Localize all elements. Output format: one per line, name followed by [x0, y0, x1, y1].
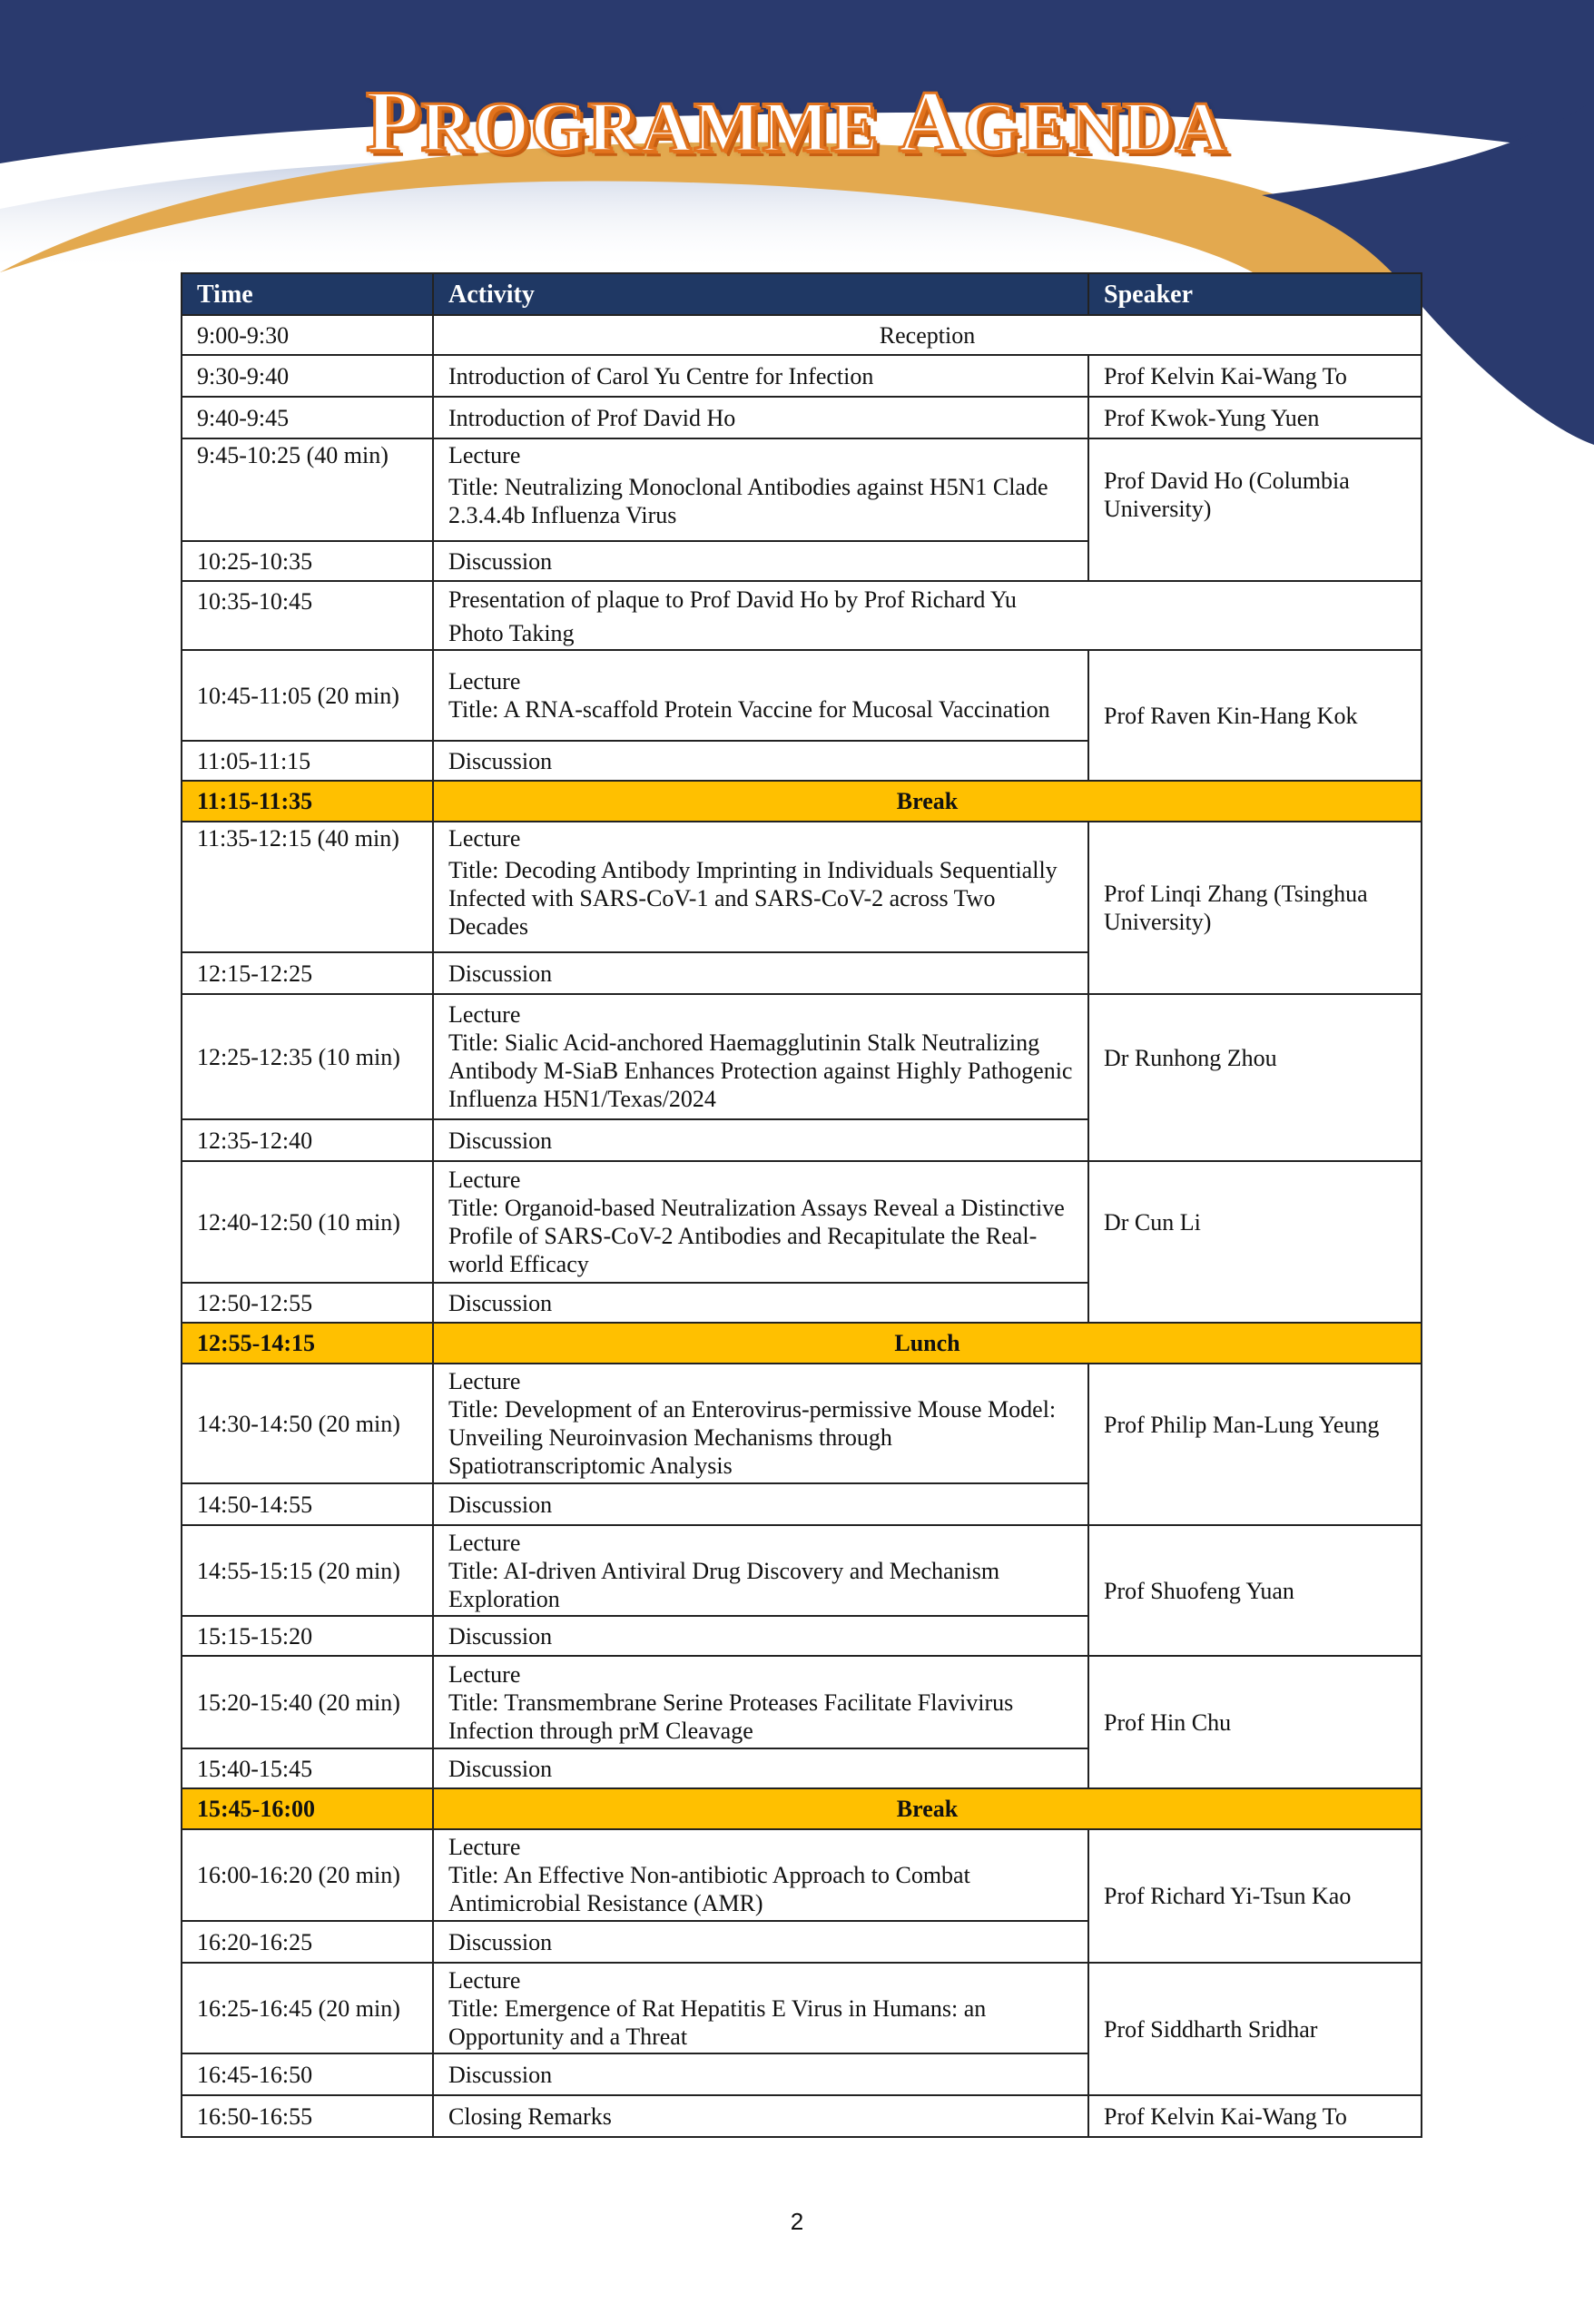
activity-cell: Discussion — [433, 741, 1088, 781]
lecture-title: Title: AI-driven Antiviral Drug Discovery and Mechanism Exploration — [448, 1557, 1000, 1612]
speaker-cell: Prof David Ho (Columbia University) — [1088, 438, 1422, 581]
activity-cell: Introduction of Prof David Ho — [433, 397, 1088, 438]
time-cell: 16:00-16:20 (20 min) — [182, 1829, 433, 1921]
speaker-cell: Prof Siddharth Sridhar — [1088, 1963, 1422, 2095]
speaker-cell: Prof Shuofeng Yuan — [1088, 1525, 1422, 1656]
time-cell: 14:50-14:55 — [182, 1483, 433, 1525]
time-cell: 16:25-16:45 (20 min) — [182, 1963, 433, 2053]
activity-type: Lecture — [448, 442, 521, 468]
activity-cell: Discussion — [433, 1483, 1088, 1525]
lecture-title: Title: Emergence of Rat Hepatitis E Virus in Humans: an Opportunity and a Threat — [448, 1994, 987, 2050]
table-row — [182, 355, 1422, 397]
speaker-cell: Prof Kwok-Yung Yuen — [1088, 397, 1422, 438]
activity-type: Lecture — [448, 1529, 521, 1556]
page-title — [0, 71, 1594, 172]
time-cell: 12:35-12:40 — [182, 1119, 433, 1161]
time-cell: 14:55-15:15 (20 min) — [182, 1525, 433, 1616]
time-cell: 12:50-12:55 — [182, 1283, 433, 1323]
lecture-title: Title: Organoid-based Neutralization Assays Reveal a Distinctive Profile of SARS-CoV-2 Antibodies and Recapitulate the Real-world Efficacy — [448, 1195, 1065, 1277]
table-row — [182, 1525, 1422, 1616]
speaker-cell: Prof Linqi Zhang (Tsinghua University) — [1088, 822, 1422, 994]
activity-cell: Break — [433, 1788, 1422, 1829]
time-cell: 10:35-10:45 — [182, 581, 433, 650]
activity-cell: Discussion — [433, 952, 1088, 994]
time-cell: 15:40-15:45 — [182, 1748, 433, 1788]
time-cell: 9:30-9:40 — [182, 355, 433, 397]
lecture-title: Title: Transmembrane Serine Proteases Facilitate Flavivirus Infection through prM Cleavage — [448, 1689, 1014, 1744]
activity-cell: Discussion — [433, 2053, 1088, 2095]
table-row — [182, 650, 1422, 741]
time-cell: 10:45-11:05 (20 min) — [182, 650, 433, 741]
activity-cell: Introduction of Carol Yu Centre for Infection — [433, 355, 1088, 397]
activity-cell — [433, 1829, 1088, 1921]
activity-text-2: Photo Taking — [448, 620, 575, 646]
table-row — [182, 397, 1422, 438]
activity-cell — [433, 1656, 1088, 1748]
activity-cell: Discussion — [433, 1283, 1088, 1323]
time-cell: 15:45-16:00 — [182, 1788, 433, 1829]
table-row — [182, 1829, 1422, 1921]
break-row — [182, 1788, 1422, 1829]
speaker-cell: Prof Kelvin Kai-Wang To — [1088, 355, 1422, 397]
time-cell: 11:15-11:35 — [182, 781, 433, 822]
activity-cell: Discussion — [433, 1921, 1088, 1963]
time-cell: 11:05-11:15 — [182, 741, 433, 781]
table-row — [182, 1161, 1422, 1283]
agenda-table — [181, 272, 1422, 2138]
activity-cell — [433, 581, 1422, 650]
table-row — [182, 1963, 1422, 2053]
table-row — [182, 1364, 1422, 1483]
activity-type: Lecture — [448, 1001, 521, 1028]
activity-type: Lecture — [448, 1834, 521, 1860]
break-row — [182, 781, 1422, 822]
time-cell: 16:20-16:25 — [182, 1921, 433, 1963]
table-row — [182, 315, 1422, 355]
activity-cell — [433, 1963, 1088, 2053]
activity-type: Lecture — [448, 668, 521, 694]
speaker-cell: Dr Cun Li — [1088, 1161, 1422, 1323]
lecture-title: Title: Decoding Antibody Imprinting in Individuals Sequentially Infected with SARS-CoV-1 and SARS-CoV-2 across Two Decades — [448, 857, 1058, 940]
table-header-row — [182, 273, 1422, 315]
speaker-cell: Prof Philip Man-Lung Yeung — [1088, 1364, 1422, 1525]
page-number: 2 — [790, 2208, 804, 2235]
lecture-title: Title: Neutralizing Monoclonal Antibodies against H5N1 Clade 2.3.4.4b Influenza Virus — [448, 474, 1048, 528]
lunch-row — [182, 1323, 1422, 1364]
table-row — [182, 438, 1422, 541]
speaker-cell: Prof Richard Yi-Tsun Kao — [1088, 1829, 1422, 1963]
activity-cell: Discussion — [433, 1748, 1088, 1788]
time-cell: 16:50-16:55 — [182, 2095, 433, 2137]
activity-cell — [433, 1364, 1088, 1483]
activity-cell — [433, 1161, 1088, 1283]
speaker-cell: Prof Raven Kin-Hang Kok — [1088, 650, 1422, 781]
activity-cell — [433, 438, 1088, 541]
speaker-cell: Prof Kelvin Kai-Wang To — [1088, 2095, 1422, 2137]
header-speaker: Speaker — [1088, 273, 1422, 315]
time-cell: 9:00-9:30 — [182, 315, 433, 355]
activity-cell: Closing Remarks — [433, 2095, 1088, 2137]
activity-cell: Discussion — [433, 1119, 1088, 1161]
activity-cell: Discussion — [433, 541, 1088, 581]
time-cell: 10:25-10:35 — [182, 541, 433, 581]
activity-cell — [433, 650, 1088, 741]
activity-text: Presentation of plaque to Prof David Ho by Prof Richard Yu — [448, 586, 1017, 613]
table-row — [182, 994, 1422, 1119]
activity-cell: Reception — [433, 315, 1422, 355]
activity-cell — [433, 1525, 1088, 1616]
activity-type: Lecture — [448, 825, 521, 852]
time-cell: 11:35-12:15 (40 min) — [182, 822, 433, 952]
header-time: Time — [182, 273, 433, 315]
activity-cell: Break — [433, 781, 1422, 822]
lecture-title: Title: Development of an Enterovirus-permissive Mouse Model: Unveiling Neuroinvasion Mechanisms through Spatiotranscriptomic Analysis — [448, 1396, 1057, 1479]
lecture-title: Title: A RNA-scaffold Protein Vaccine for Mucosal Vaccination — [448, 696, 1050, 723]
header-activity: Activity — [433, 273, 1088, 315]
title-initial-p: P — [366, 73, 421, 170]
time-cell: 15:15-15:20 — [182, 1616, 433, 1656]
table-row — [182, 1656, 1422, 1748]
title-word-rest-1: ROGRAMME — [420, 87, 881, 166]
time-cell: 16:45-16:50 — [182, 2053, 433, 2095]
time-cell: 12:55-14:15 — [182, 1323, 433, 1364]
activity-cell — [433, 822, 1088, 952]
lecture-title: Title: An Effective Non-antibiotic Approach to Combat Antimicrobial Resistance (AMR) — [448, 1862, 970, 1916]
time-cell: 12:40-12:50 (10 min) — [182, 1161, 433, 1283]
time-cell: 12:25-12:35 (10 min) — [182, 994, 433, 1119]
activity-cell — [433, 994, 1088, 1119]
table-row — [182, 2095, 1422, 2137]
lecture-title: Title: Sialic Acid-anchored Haemagglutinin Stalk Neutralizing Antibody M-SiaB Enhances Protection against Highly Pathogenic Influenza H5N1/Texas/2024 — [448, 1029, 1073, 1112]
activity-type: Lecture — [448, 1368, 521, 1394]
title-initial-a: A — [898, 73, 964, 170]
speaker-cell: Dr Runhong Zhou — [1088, 994, 1422, 1161]
table-row — [182, 822, 1422, 952]
table-row — [182, 581, 1422, 650]
speaker-cell: Prof Hin Chu — [1088, 1656, 1422, 1788]
activity-cell: Lunch — [433, 1323, 1422, 1364]
time-cell: 12:15-12:25 — [182, 952, 433, 994]
time-cell: 14:30-14:50 (20 min) — [182, 1364, 433, 1483]
activity-cell: Discussion — [433, 1616, 1088, 1656]
activity-type: Lecture — [448, 1167, 521, 1193]
time-cell: 9:45-10:25 (40 min) — [182, 438, 433, 541]
title-word-rest-2: GENDA — [963, 87, 1228, 166]
time-cell: 9:40-9:45 — [182, 397, 433, 438]
activity-type: Lecture — [448, 1966, 521, 1994]
time-cell: 15:20-15:40 (20 min) — [182, 1656, 433, 1748]
activity-type: Lecture — [448, 1660, 521, 1688]
